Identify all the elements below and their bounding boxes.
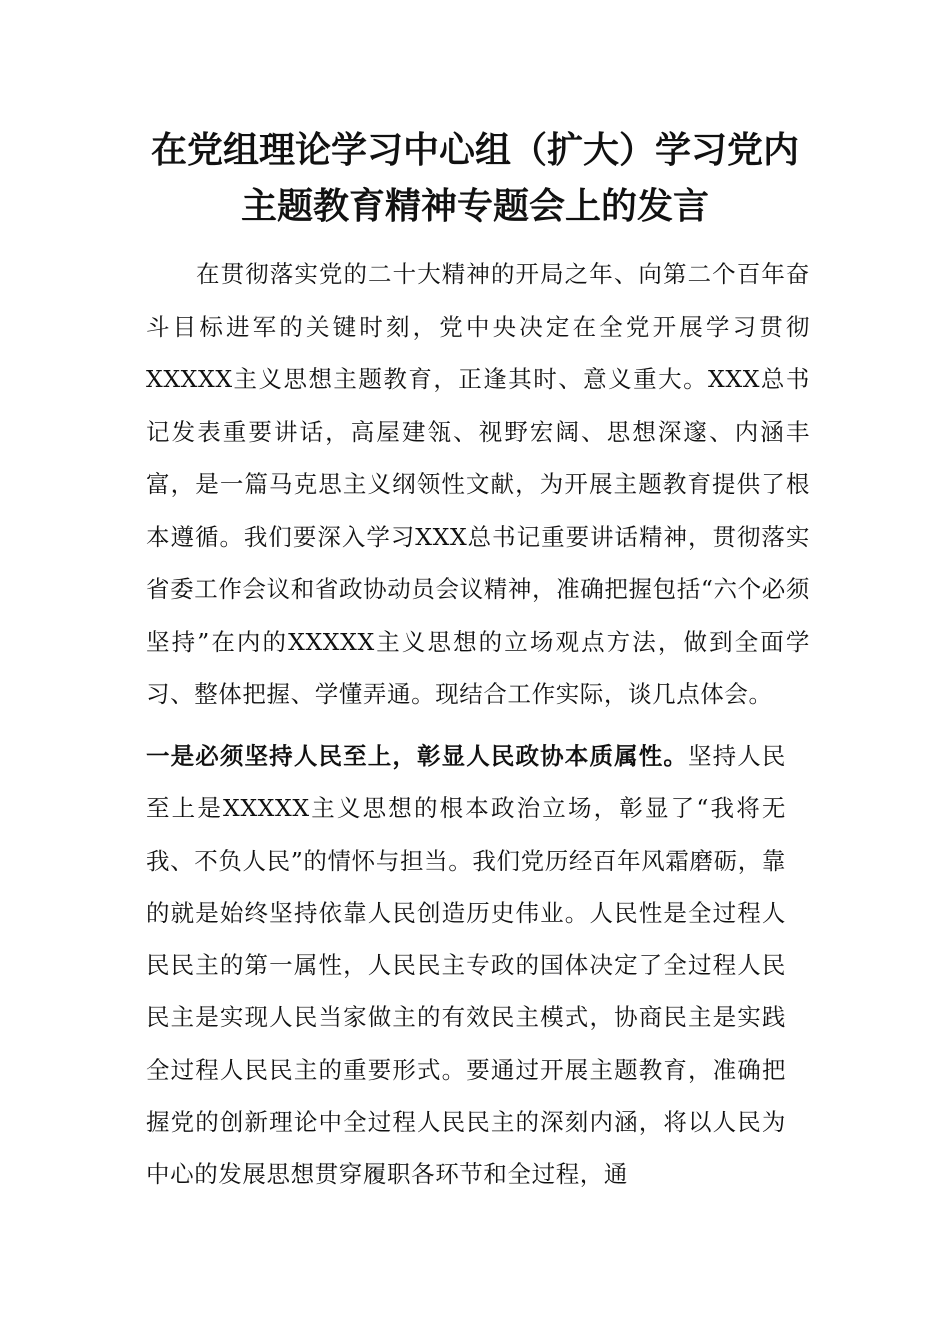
paragraph-point-one xyxy=(146,730,786,1201)
paragraph-lead-heading: 一是必须坚持人民至上，彰显人民政协本质属性。 xyxy=(146,742,688,770)
paragraph-intro: 在贯彻落实党的二十大精神的开局之年、向第二个百年奋斗目标进军的关键时刻，党中央决定在全党开展学习贯彻XXXXX主义思想主题教育，正逢其时、意义重大。XXX总书记发表重要讲话，高屋建瓴、视野宏阔、思想深邃、内涵丰富，是一篇马克思主义纲领性文献，为开展主题教育提供了根本遵循。我们要深入学习XXX总书记重要讲话精神，贯彻落实省委工作会议和省政协动员会议精神，准确把握包括“六个必须坚持”在内的XXXXX主义思想的立场观点方法，做到全面学习、整体把握、学懂弄通。现结合工作实际，谈几点体会。 xyxy=(146,260,810,708)
title-line-1: 在党组理论学习中心组（扩大）学习党内 xyxy=(150,129,799,171)
title-line-2: 主题教育精神专题会上的发言 xyxy=(240,185,709,227)
paragraph-body: 坚持人民至上是XXXXX主义思想的根本政治立场，彰显了“我将无我、不负人民”的情怀与担当。我们党历经百年风霜磨砺，靠的就是始终坚持依靠人民创造历史伟业。人民性是全过程人民民主的第一属性，人民民主专政的国体决定了全过程人民民主是实现人民当家做主的有效民主模式，协商民主是实践全过程人民民主的重要形式。要通过开展主题教育，准确把握党的创新理论中全过程人民民主的深刻内涵，将以人民为中心的发展思想贯穿履职各环节和全过程，通 xyxy=(146,742,786,1189)
document-title xyxy=(120,122,830,234)
